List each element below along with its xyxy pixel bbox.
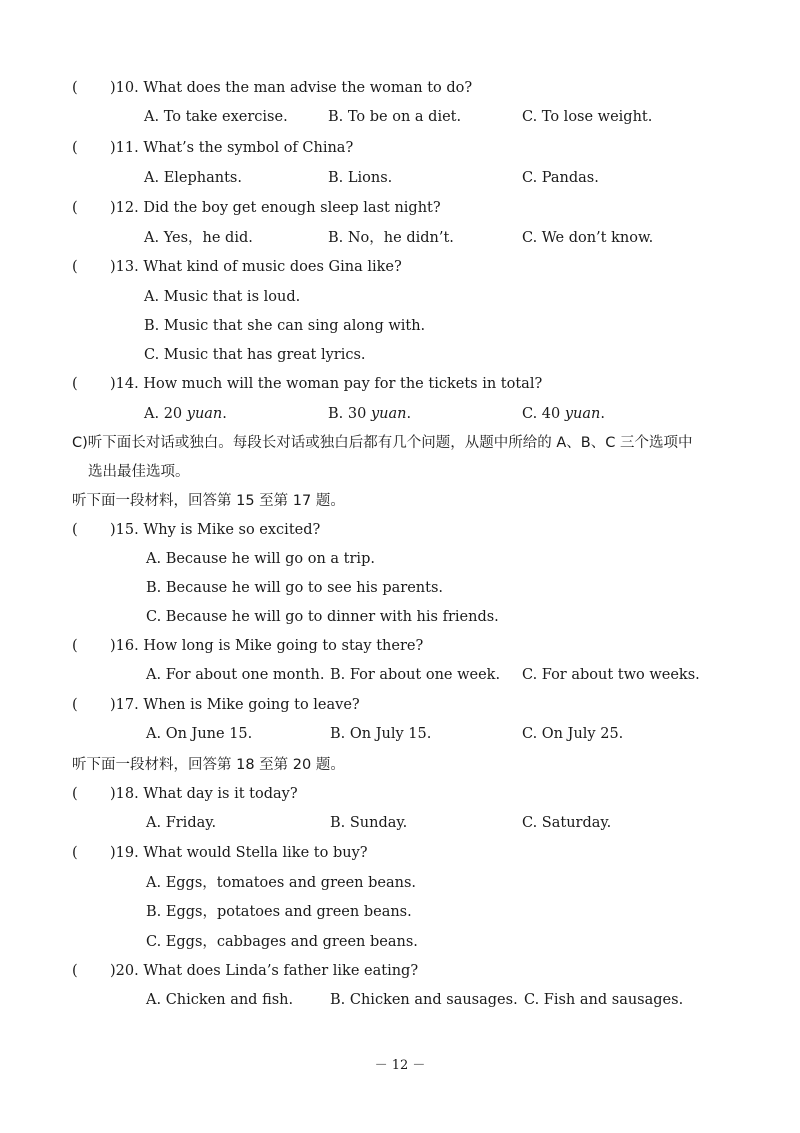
- section-c-instructions-line2: 选出最佳选项。: [88, 464, 190, 480]
- option-14-b: B. 30 yuan.: [328, 406, 412, 422]
- answer-paren-10: (: [72, 80, 78, 96]
- option-15-b: B. Because he will go to see his parents.: [146, 580, 443, 596]
- option-10-a: A. To take exercise.: [144, 109, 288, 125]
- option-13-a: A. Music that is loud.: [144, 289, 301, 305]
- option-11-a: A. Elephants.: [144, 170, 242, 186]
- option-16-b: B. For about one week.: [330, 667, 501, 683]
- question-10: )10. What does the man advise the woman to do?: [110, 80, 473, 96]
- option-16-a: A. For about one month.: [146, 667, 325, 683]
- answer-paren-17: (: [72, 697, 78, 713]
- answer-paren-15: (: [72, 522, 78, 538]
- option-20-b: B. Chicken and sausages.: [330, 992, 518, 1008]
- option-13-b: B. Music that she can sing along with.: [144, 318, 426, 334]
- page-number: － 12 －: [374, 1058, 426, 1073]
- option-11-b: B. Lions.: [328, 170, 393, 186]
- option-10-b: B. To be on a diet.: [328, 109, 462, 125]
- option-15-a: A. Because he will go on a trip.: [146, 551, 375, 567]
- option-17-b: B. On July 15.: [330, 726, 432, 742]
- option-19-b: B. Eggs，potatoes and green beans.: [146, 904, 412, 920]
- option-17-c: C. On July 25.: [522, 726, 624, 742]
- option-14-a: A. 20 yuan.: [144, 406, 227, 422]
- option-19-a: A. Eggs，tomatoes and green beans.: [146, 875, 417, 891]
- option-16-c: C. For about two weeks.: [522, 667, 700, 683]
- answer-paren-18: (: [72, 786, 78, 802]
- option-20-c: C. Fish and sausages.: [524, 992, 684, 1008]
- option-14-c: C. 40 yuan.: [522, 406, 605, 422]
- option-11-c: C. Pandas.: [522, 170, 599, 186]
- question-19: )19. What would Stella like to buy?: [110, 845, 368, 861]
- question-18: )18. What day is it today?: [110, 786, 298, 802]
- question-12: )12. Did the boy get enough sleep last night?: [110, 200, 441, 216]
- answer-paren-13: (: [72, 259, 78, 275]
- question-16: )16. How long is Mike going to stay there?: [110, 638, 424, 654]
- option-15-c: C. Because he will go to dinner with his friends.: [146, 609, 499, 625]
- option-18-b: B. Sunday.: [330, 815, 408, 831]
- option-17-a: A. On June 15.: [146, 726, 253, 742]
- option-13-c: C. Music that has great lyrics.: [144, 347, 366, 363]
- option-18-c: C. Saturday.: [522, 815, 612, 831]
- option-10-c: C. To lose weight.: [522, 109, 653, 125]
- material-intro-2: 听下面一段材料，回答第 18 至第 20 题。: [72, 757, 345, 773]
- answer-paren-11: (: [72, 140, 78, 156]
- question-20: )20. What does Linda’s father like eating?: [110, 963, 419, 979]
- option-12-b: B. No，he didn’t.: [328, 230, 454, 246]
- question-14: )14. How much will the woman pay for the tickets in total?: [110, 376, 543, 392]
- question-13: )13. What kind of music does Gina like?: [110, 259, 402, 275]
- answer-paren-19: (: [72, 845, 78, 861]
- option-12-c: C. We don’t know.: [522, 230, 654, 246]
- option-20-a: A. Chicken and fish.: [146, 992, 294, 1008]
- option-12-a: A. Yes，he did.: [144, 230, 253, 246]
- material-intro-1: 听下面一段材料，回答第 15 至第 17 题。: [72, 493, 345, 509]
- answer-paren-20: (: [72, 963, 78, 979]
- question-17: )17. When is Mike going to leave?: [110, 697, 360, 713]
- question-15: )15. Why is Mike so excited?: [110, 522, 321, 538]
- option-19-c: C. Eggs，cabbages and green beans.: [146, 934, 418, 950]
- option-18-a: A. Friday.: [146, 815, 217, 831]
- answer-paren-14: (: [72, 376, 78, 392]
- question-11: )11. What’s the symbol of China?: [110, 140, 354, 156]
- section-c-instructions-line1: C)听下面长对话或独白。每段长对话或独白后都有几个问题，从题中所给的 A、B、C 三个选项中: [72, 435, 693, 451]
- answer-paren-16: (: [72, 638, 78, 654]
- answer-paren-12: (: [72, 200, 78, 216]
